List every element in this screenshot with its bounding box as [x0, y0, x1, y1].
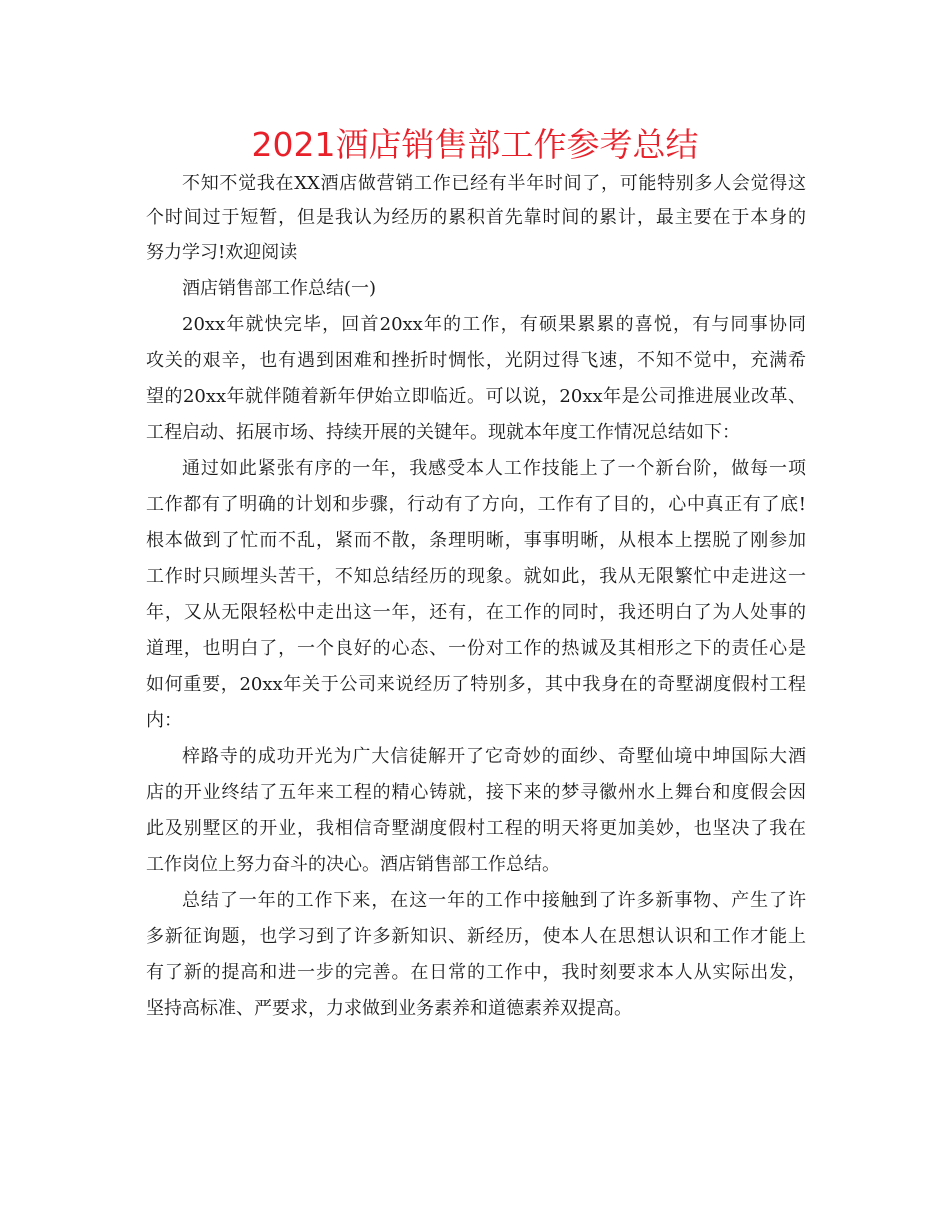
text-line: 内：	[146, 710, 182, 731]
text-line: 攻关的艰辛，也有遇到困难和挫折时惆怅，光阴过得飞速，不知不觉中，充满希	[146, 350, 806, 371]
text-line: 道理，也明白了，一个良好的心态、一份对工作的热诚及其相形之下的责任心是	[146, 638, 806, 659]
text-line: 年，又从无限轻松中走出这一年，还有，在工作的同时，我还明白了为人处事的	[146, 602, 806, 623]
text-line: 如何重要，20xx年关于公司来说经历了特别多，其中我身在的奇墅湖度假村工程	[146, 674, 806, 695]
text-line: 不知不觉我在XX酒店做营销工作已经有半年时间了，可能特别多人会觉得这	[182, 173, 806, 194]
text-line: 通过如此紧张有序的一年，我感受本人工作技能上了一个新台阶，做每一项	[182, 458, 806, 479]
text-line: 个时间过于短暂，但是我认为经历的累积首先靠时间的累计，最主要在于本身的	[146, 207, 806, 228]
text-line: 有了新的提高和进一步的完善。在日常的工作中，我时刻要求本人从实际出发，	[146, 962, 806, 983]
text-line: 工程启动、拓展市场、持续开展的关键年。现就本年度工作情况总结如下：	[146, 422, 740, 443]
text-line: 总结了一年的工作下来，在这一年的工作中接触到了许多新事物、产生了许	[182, 890, 806, 911]
text-line: 工作时只顾埋头苦干，不知总结经历的现象。就如此，我从无限繁忙中走进这一	[146, 566, 806, 587]
text-line: 工作都有了明确的计划和步骤，行动有了方向，工作有了目的，心中真正有了底!	[146, 494, 806, 515]
text-line: 此及别墅区的开业，我相信奇墅湖度假村工程的明天将更加美妙，也坚决了我在	[146, 818, 806, 839]
text-line: 梓路寺的成功开光为广大信徒解开了它奇妙的面纱、奇墅仙境中坤国际大酒	[182, 746, 806, 767]
text-line: 多新征询题，也学习到了许多新知识、新经历，使本人在思想认识和工作才能上	[146, 926, 806, 947]
text-line: 店的开业终结了五年来工程的精心铸就，接下来的梦寻徽州水上舞台和度假会因	[146, 782, 806, 803]
document-title: 2021酒店销售部工作参考总结	[251, 125, 699, 164]
text-line: 工作岗位上努力奋斗的决心。酒店销售部工作总结。	[146, 854, 560, 875]
text-line: 努力学习!欢迎阅读	[146, 242, 298, 263]
text-line: 20xx年就快完毕，回首20xx年的工作，有硕果累累的喜悦，有与同事协同	[182, 314, 806, 335]
text-line: 根本做到了忙而不乱，紧而不散，条理明晰，事事明晰，从根本上摆脱了刚参加	[146, 530, 806, 551]
text-line: 坚持高标准、严要求，力求做到业务素养和道德素养双提高。	[146, 998, 632, 1019]
section-heading: 酒店销售部工作总结(一)	[182, 278, 377, 299]
text-line: 望的20xx年就伴随着新年伊始立即临近。可以说，20xx年是公司推进展业改革、	[146, 386, 806, 407]
